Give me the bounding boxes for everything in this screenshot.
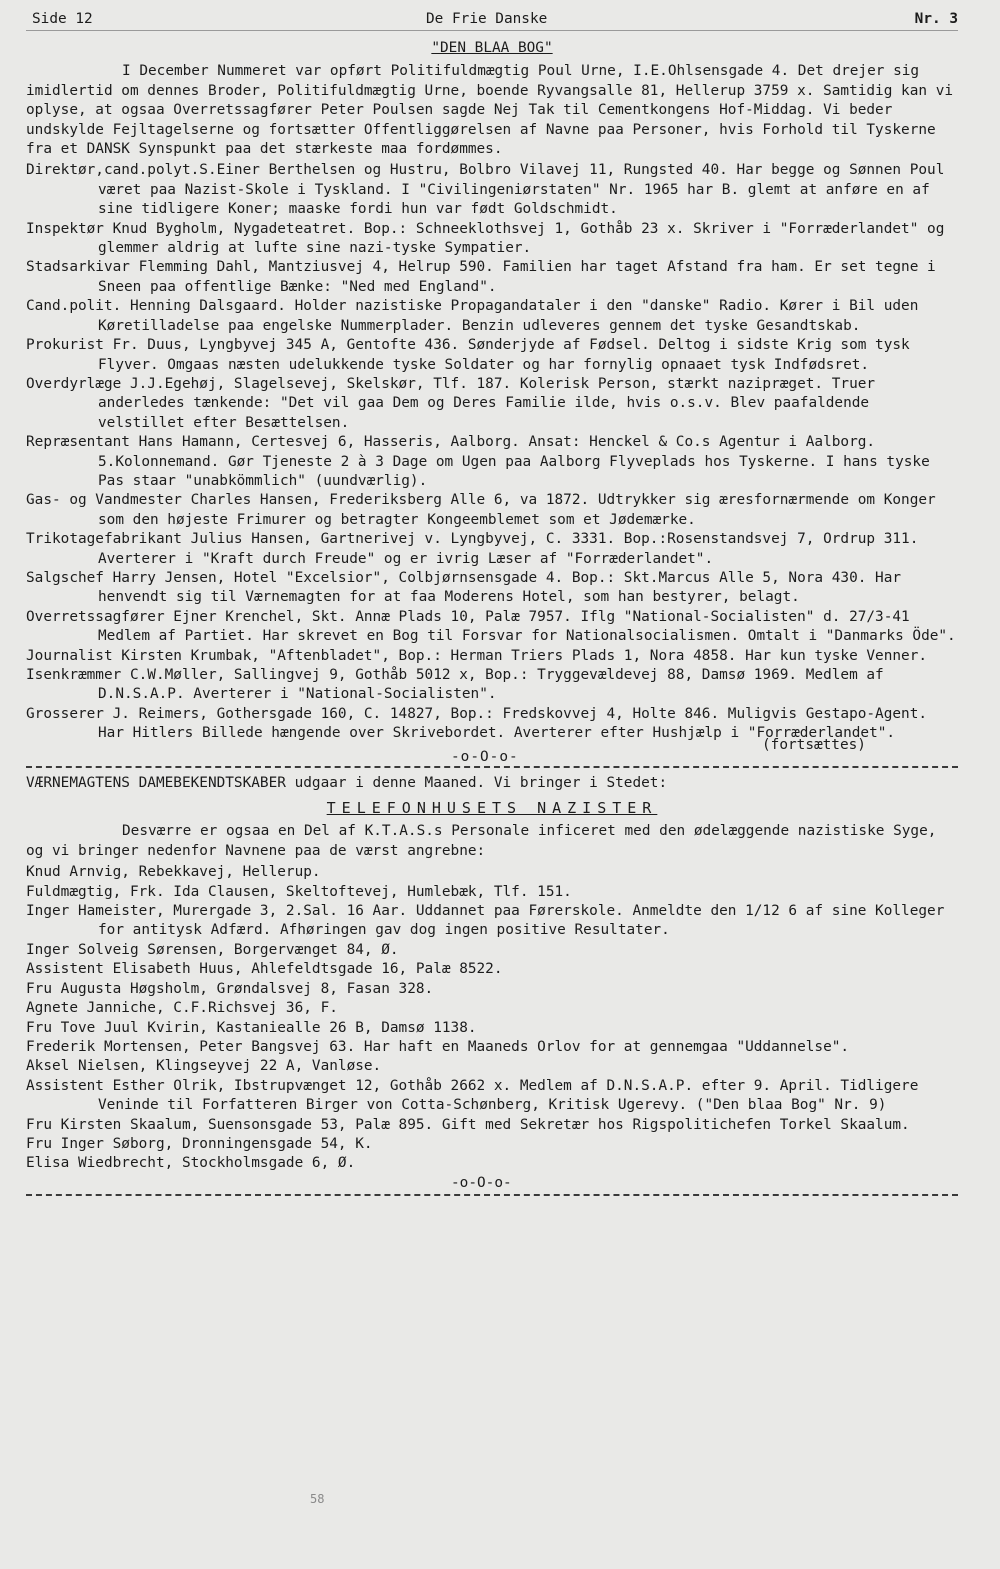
list-item: Fru Inger Søborg, Dronningensgade 54, K. <box>26 1135 373 1152</box>
list-item: Inger Solveig Sørensen, Borgervænget 84, Ø. <box>26 941 399 958</box>
notice-line: VÆRNEMAGTENS DAMEBEKENDTSKABER udgaar i denne Maaned. Vi bringer i Stedet: <box>26 774 668 791</box>
list-item: Cand.polit. Henning Dalsgaard. Holder nazistiske Propagandataler i den "danske" Radio. Kører i Bil uden Køretilladelse paa engelske Nummerplader. Benzin udleveres gennem det tyske Gesandtskab. <box>26 298 919 334</box>
list-item: Assistent Esther Olrik, Ibstrupvænget 12, Gothåb 2662 x. Medlem af D.N.S.A.P. efter 9. April. Tidligere Veninde til Forfatteren Birger von Cotta-Schønberg, Kritisk Ugerevy. ("Den blaa Bog" Nr. 9) <box>26 1077 919 1114</box>
list-item: Fru Augusta Høgsholm, Grøndalsvej 8, Fasan 328. <box>26 980 434 997</box>
issue-number: Nr. 3 <box>914 11 958 27</box>
staff-list <box>26 863 958 1174</box>
list-item: Fuldmægtig, Frk. Ida Clausen, Skeltoftevej, Humlebæk, Tlf. 151. <box>26 883 572 900</box>
list-item: Knud Arnvig, Rebekkavej, Hellerup. <box>26 864 321 881</box>
list-item: Elisa Wiedbrecht, Stockholmsgade 6, Ø. <box>26 1155 356 1172</box>
list-item: Salgschef Harry Jensen, Hotel "Excelsior", Colbjørnsensgade 4. Bop.: Skt.Marcus Alle 5, Nora 430. Har henvendt sig til Værnemagten for at faa Moderens Hotel, som han bestyrer, belagt. <box>26 569 902 606</box>
list-item: Inger Hameister, Murergade 3, 2.Sal. 16 Aar. Uddannet paa Førerskole. Anmeldte den 1/12 6 af sine Kolleger for antitysk Adfærd. Afhøringen gav dog ingen positive Resultater. <box>26 903 945 939</box>
section-intro: I December Nummeret var opført Politifuldmægtig Poul Urne, I.E.Ohlsensgade 4. Det drejer sig imidlertid om dennes Broder, Politifuldmægtig Urne, boende Ryvangsalle 81, Hellerup 3759 x. Samtidig kan vi oplyse, at ogsaa Overretssagfører Peter Poulsen sagde Nej Tak til Cementkongens Hof-Middag. Vi beder undskylde Fejltagelserne og fortsætter Offentliggørelsen af Navne paa Personer, hvis Forhold til Tyskerne fra et DANSK Synspunkt paa det stærkeste maa fordømmes. <box>26 63 954 158</box>
list-item: Fru Kirsten Skaalum, Suensonsgade 53, Palæ 895. Gift med Sekretær hos Rigspolitichefen Torkel Skaalum. <box>26 1116 910 1133</box>
list-item: Grosserer J. Reimers, Gothersgade 160, C. 14827, Bop.: Fredskovvej 4, Holte 846. Muligvis Gestapo-Agent. Har Hitlers Billede hængende over Skrivebordet. Averterer efter Hushjælp i "Forræderlandet". <box>26 705 928 742</box>
list-item: Stadsarkivar Flemming Dahl, Mantziusvej 4, Helrup 590. Familien har taget Afstand fra ham. Er set tegne i Sneen paa offentlige Bænke: "Ned med England". <box>26 259 936 295</box>
list-item: Direktør,cand.polyt.S.Einer Berthelsen og Hustru, Bolbro Vilavej 11, Rungsted 40. Har begge og Sønnen Poul været paa Nazist-Skole i Tyskland. I "Civilingeniørstaten" Nr. 1965 har B. glemt at anføre en af sine tidligere Koner; maaske fordi hun var født Goldschmidt. <box>26 162 945 218</box>
section-title-telefonhuset: TELEFONHUSETS NAZISTER <box>326 799 658 818</box>
end-separator-row <box>26 1174 958 1194</box>
list-item: Agnete Janniche, C.F.Richsvej 36, F. <box>26 1000 338 1017</box>
list-item: Assistent Elisabeth Huus, Ahlefeldtsgade 16, Palæ 8522. <box>26 961 503 978</box>
list-item: Overdyrlæge J.J.Egehøj, Slagelsevej, Skelskør, Tlf. 187. Kolerisk Person, stærkt nazipræget. Truer anderledes tænkende: "Det vil gaa Dem og Deres Familie ilde, hvis o.s.v. Blev paafaldende velstillet efter Besættelsen. <box>26 375 876 431</box>
section2-intro: Desværre er ogsaa en Del af K.T.A.S.s Personale inficeret med den ødelæggende nazistiske Syge, og vi bringer nedenfor Navnene paa de værst angrebne: <box>26 823 937 859</box>
list-item: Trikotagefabrikant Julius Hansen, Gartnerivej v. Lyngbyvej, C. 3331. Bop.:Rosenstandsvej 7, Ordrup 311. Averterer i "Kraft durch Freude" og er ivrig Læser af "Forræderlandet". <box>26 531 919 567</box>
newspaper-title: De Frie Danske <box>426 11 548 27</box>
entry-list <box>26 161 958 743</box>
list-item: Journalist Kirsten Krumbak, "Aftenbladet", Bop.: Herman Triers Plads 1, Nora 4858. Har kun tyske Venner. <box>26 647 928 664</box>
page-header <box>26 8 958 31</box>
list-item: Prokurist Fr. Duus, Lyngbyvej 345 A, Gentofte 436. Sønderjyde af Fødsel. Deltog i sidste Krig som tysk Flyver. Omgaas næsten udelukkende tyske Soldater og har fornylig opnaaet tysk Indfødsret. <box>26 337 910 373</box>
list-item: Frederik Mortensen, Peter Bangsvej 63. Har haft en Maaneds Orlov for at gennemgaa "Uddannelse". <box>26 1038 850 1055</box>
list-item: Inspektør Knud Bygholm, Nygadeteatret. Bop.: Schneeklothsvej 1, Gothåb 23 x. Skriver i "Forræderlandet" og glemmer aldrig at lufte sine nazi-tyske Sympatier. <box>26 220 945 257</box>
continued-label: (fortsættes) <box>762 736 866 753</box>
footer-mark: 58 <box>310 1491 325 1506</box>
end-separator-mark: -o-O-o- <box>451 1174 512 1191</box>
list-item: Aksel Nielsen, Klingseyvej 22 A, Vanløse. <box>26 1058 382 1075</box>
list-item: Fru Tove Juul Kvirin, Kastaniealle 26 B, Damsø 1138. <box>26 1019 477 1036</box>
list-item: Repræsentant Hans Hamann, Certesvej 6, Hasseris, Aalborg. Ansat: Henckel & Co.s Agentur i Aalborg. 5.Kolonnemand. Gør Tjeneste 2 à 3 Dage om Ugen paa Aalborg Flyveplads hos Tyskerne. I hans tyske Pas staar "unabkömmlich" (uundværlig). <box>26 434 930 489</box>
separator-mark: -o-O-o- <box>451 748 519 765</box>
page-label: Side 12 <box>32 11 93 27</box>
list-item: Isenkræmmer C.W.Møller, Sallingvej 9, Gothåb 5012 x, Bop.: Tryggevældevej 88, Damsø 1969. Medlem af D.N.S.A.P. Averterer i "National-Socialisten". <box>26 667 884 703</box>
continuation-row <box>26 736 958 766</box>
list-item: Overretssagfører Ejner Krenchel, Skt. Annæ Plads 10, Palæ 7957. Iflg "National-Socialisten" d. 27/3-41 Medlem af Partiet. Har skrevet en Bog til Forsvar for Nationalsocialismen. Omtalt i "Danmarks Öde". <box>26 608 956 645</box>
section-title-blaa-bog: "DEN BLAA BOG" <box>431 40 553 56</box>
list-item: Gas- og Vandmester Charles Hansen, Frederiksberg Alle 6, va 1872. Udtrykker sig æresfornærmende om Konger som den højeste Frimurer og betragter Kongeemblemet som et Jødemærke. <box>26 492 936 528</box>
bottom-divider <box>26 1194 958 1196</box>
